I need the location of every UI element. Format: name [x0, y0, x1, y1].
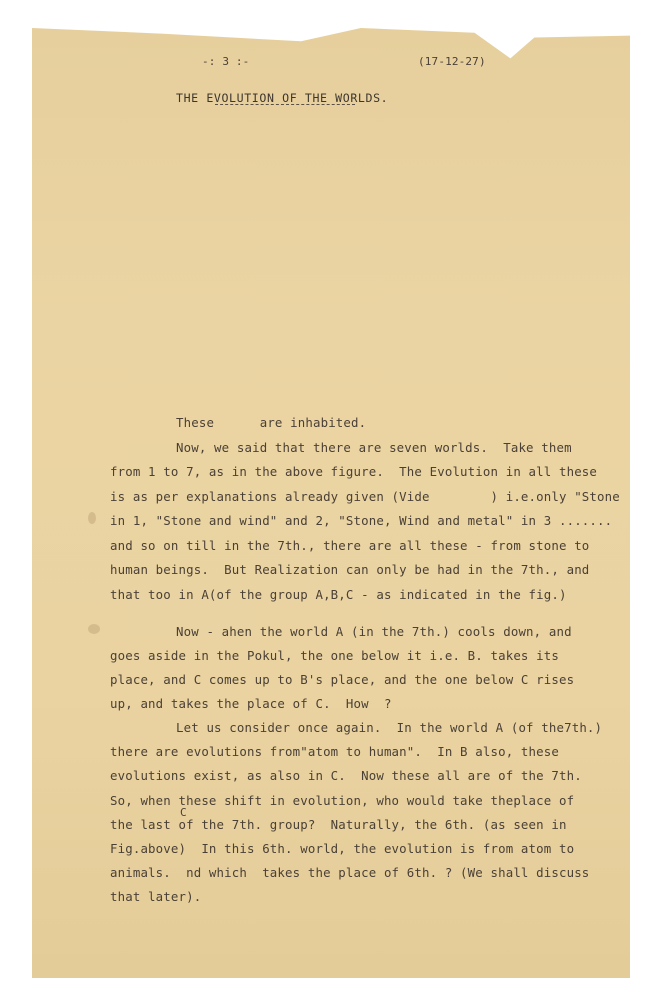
handwritten-insert: C	[180, 806, 187, 819]
ink-smudge	[88, 624, 100, 634]
body-line: place, and C comes up to B's place, and the one below C rises	[110, 672, 575, 687]
body-line: from 1 to 7, as in the above figure. The Evolution in all these	[110, 464, 598, 479]
document-date: (17-12-27)	[418, 55, 486, 68]
page-number: -: 3 :-	[202, 55, 250, 68]
body-line: evolutions exist, as also in C. Now these all are of the 7th.	[110, 768, 582, 783]
body-line: there are evolutions from"atom to human". In B also, these	[110, 744, 559, 759]
ink-smudge	[88, 512, 96, 524]
body-line: is as per explanations already given (Vide ) i.e.only "Stone	[110, 489, 620, 504]
page-title: THE EVOLUTION OF THE WORLDS.	[176, 91, 389, 105]
body-line: human beings. But Realization can only be had in the 7th., and	[110, 562, 590, 577]
body-line: Let us consider once again. In the world A (of the7th.)	[176, 720, 603, 735]
body-line: Now, we said that there are seven worlds. Take them	[176, 440, 572, 455]
body-line: So, when these shift in evolution, who would take theplace of	[110, 793, 575, 808]
body-line: Now - ahen the world A (in the 7th.) cools down, and	[176, 624, 572, 639]
body-line: that later).	[110, 889, 202, 904]
body-line: These are inhabited.	[176, 415, 367, 430]
body-line: animals. nd which takes the place of 6th. ? (We shall discuss	[110, 865, 590, 880]
body-line: in 1, "Stone and wind" and 2, "Stone, Wind and metal" in 3 .......	[110, 513, 613, 528]
body-line: and so on till in the 7th., there are all these - from stone to	[110, 538, 590, 553]
body-line: the last of the 7th. group? Naturally, the 6th. (as seen in	[110, 817, 567, 832]
body-line: that too in A(of the group A,B,C - as indicated in the fig.)	[110, 587, 567, 602]
body-line: Fig.above) In this 6th. world, the evolution is from atom to	[110, 841, 575, 856]
body-line: up, and takes the place of C. How ?	[110, 696, 392, 711]
title-underline	[215, 104, 355, 105]
body-line: goes aside in the Pokul, the one below it i.e. B. takes its	[110, 648, 559, 663]
